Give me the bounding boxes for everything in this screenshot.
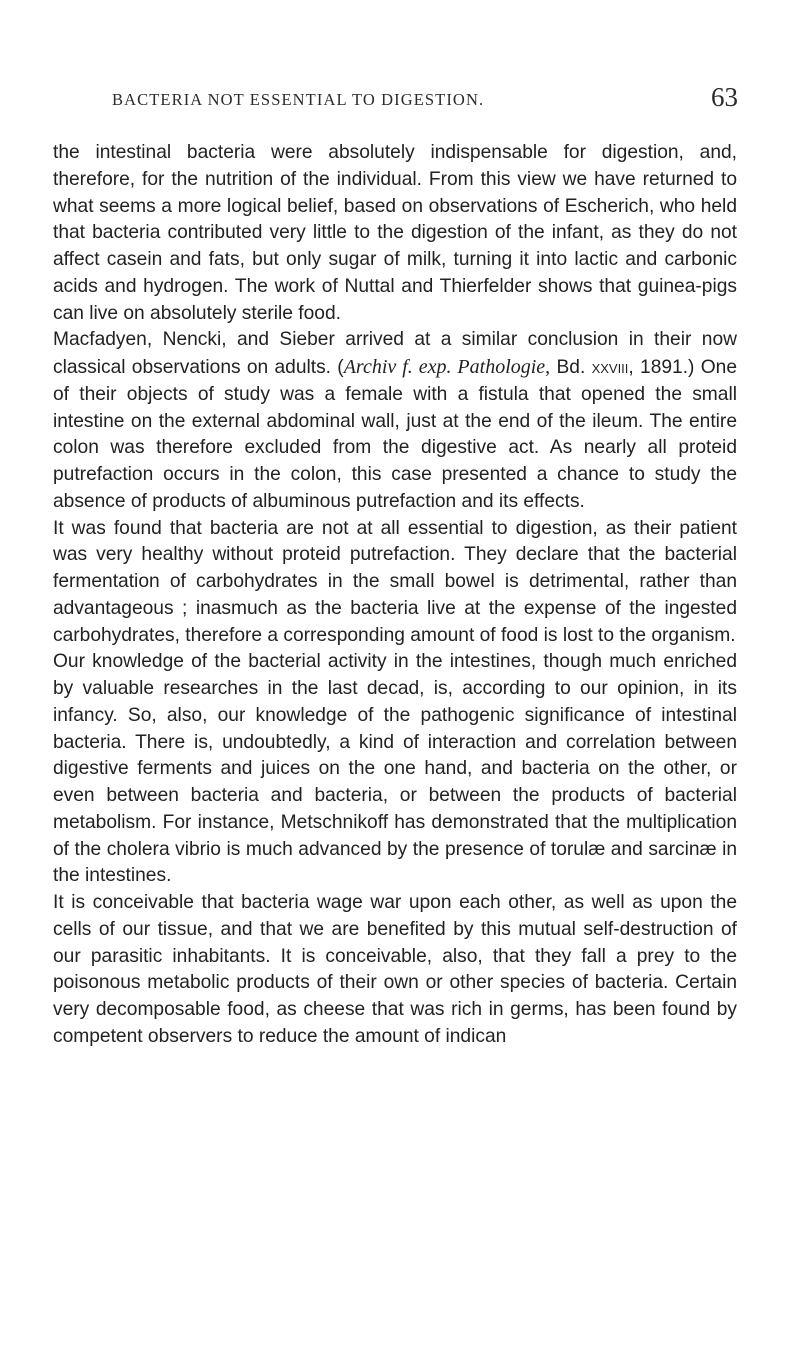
citation-bd: Bd. [550, 357, 592, 378]
paragraph-3: It was found that bacteria are not at all essential to digestion, as their patient was very healthy without proteid putrefaction. They declare that the bacterial fermentation of carbohydrates in the small bowel is detrimental, rather than advantageous ; inasmuch as the bacteria live at the expense of the ingested carbohydrates, therefore a corresponding amount of food is lost to the organism. [53, 517, 737, 646]
paragraph-4: Our knowledge of the bacterial activity in the intestines, though much enriched by valuable researches in the last decad, is, according to our opinion, in its infancy. So, also, our knowledge of the pathogenic significance of intestinal bacteria. There is, undoubtedly, a kind of interaction and correlation between digestive ferments and juices on the one hand, and bacteria on the other, or even between bacteria and bacteria, or between the products of bacterial metabolism. For instance, Metschnikoff has demonstrated that the multiplication of the cholera vibrio is much advanced by the presence of torulæ and sarcinæ in the intestines. [53, 651, 737, 887]
paragraph-5: It is conceivable that bacteria wage war upon each other, as well as upon the cells of our tissue, and that we are benefited by this mutual self-destruction of our parasitic inhabitants. It is conceivable, also, that they fall a prey to the poisonous metabolic products of their own or other species of bacteria. Certain very decomposable food, as cheese that was rich in germs, has been found by competent observers to reduce the amount of indican [53, 892, 737, 1047]
body-text [53, 140, 737, 1051]
paragraph-2-lead: Macfadyen, Nencki, and Sieber arrived at a similar conclusion in their now classical observations on adults. ( [53, 329, 737, 378]
page-number: 63 [711, 82, 738, 112]
paragraph-2-rest: , 1891.) One of their objects of study was a female with a fistula that opened the small intestine on the external abdominal wall, just at the end of the ileum. The entire colon was therefore excluded from the digestive act. As nearly all proteid putrefaction occurs in the colon, this case presented a chance to study the absence of products of albuminous putrefaction and its effects. [53, 357, 737, 512]
paragraph-2 [53, 327, 737, 515]
paragraph-1: the intestinal bacteria were absolutely indispensable for digestion, and, therefore, for the nutrition of the individual. From this view we have returned to what seems a more logical belief, based on observations of Escherich, who held that bacteria contributed very little to the digestion of the infant, as they do not affect casein and fats, but only sugar of milk, turning it into lactic and carbonic acids and hydrogen. The work of Nuttal and Thierfelder shows that guinea-pigs can live on absolutely sterile food. [53, 142, 737, 324]
citation-volume: xxviii [591, 357, 629, 378]
page-header [112, 82, 738, 120]
running-head: BACTERIA NOT ESSENTIAL TO DIGESTION. [112, 90, 485, 109]
citation-journal: Archiv f. exp. Pathologie, [343, 356, 551, 378]
